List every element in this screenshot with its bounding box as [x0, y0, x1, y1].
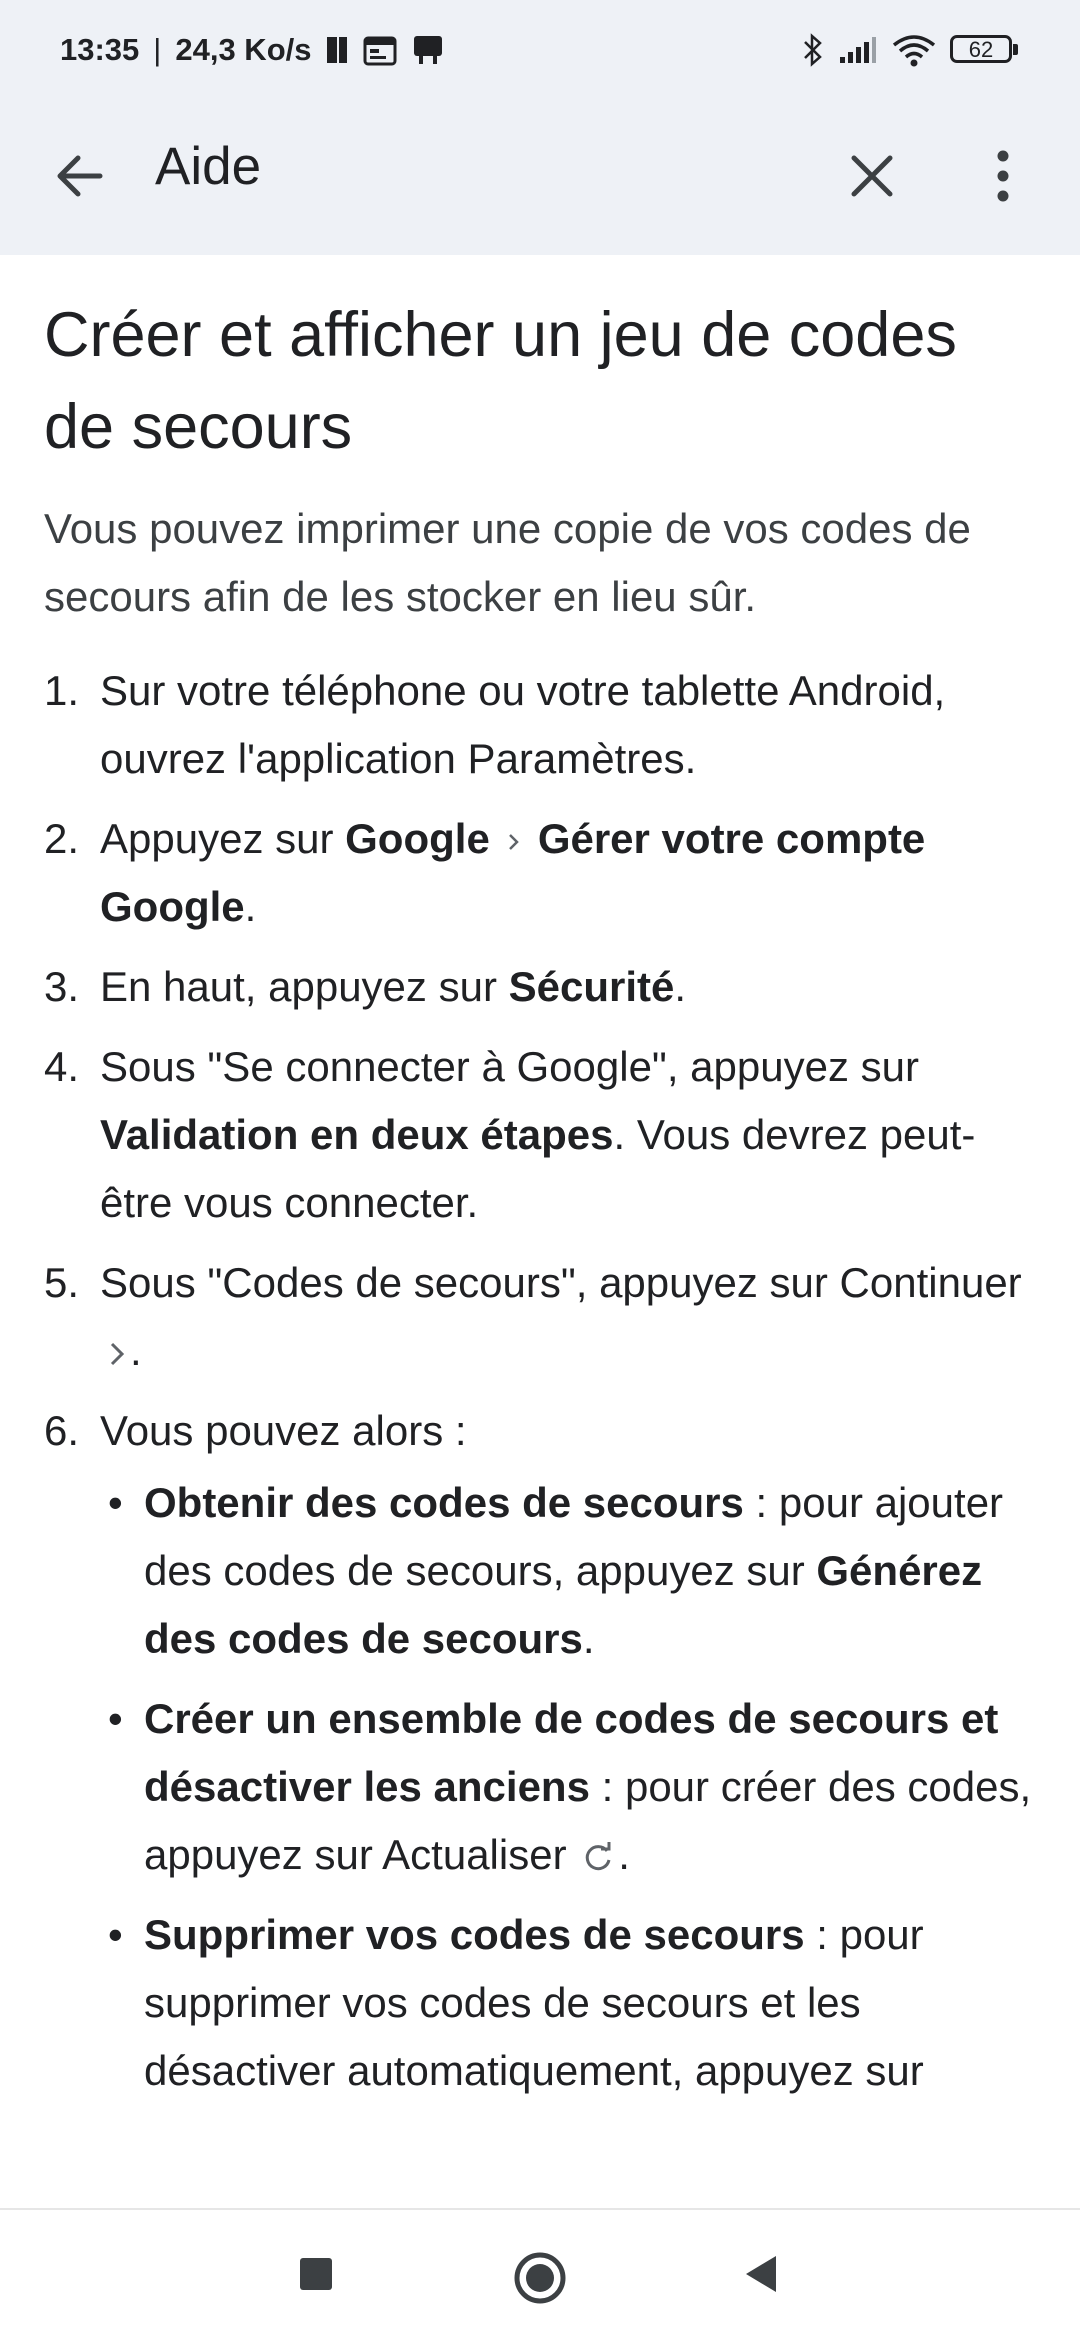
- option-text: : pour supprimer vos codes de secours et les désactiver automatiquement, appuyez sur: [144, 1911, 924, 2094]
- step-text: Vous pouvez alors :: [100, 1407, 467, 1454]
- step-end: . Vous devrez peut-être vous connecter.: [100, 1111, 976, 1226]
- status-right: [802, 32, 1020, 68]
- calendar-icon: [363, 34, 397, 66]
- option-delete-codes: [100, 1901, 1034, 2105]
- option-end: .: [582, 1615, 595, 1662]
- step-number: 6.: [44, 1407, 80, 1454]
- step-text: Sous "Se connecter à Google", appuyez sur: [100, 1043, 919, 1090]
- step-number: 1.: [44, 667, 80, 714]
- wifi-icon: [892, 33, 936, 67]
- status-bar: [0, 0, 1080, 100]
- step-number: 2.: [44, 815, 80, 862]
- bullet: •: [108, 1479, 123, 1526]
- step-4: [44, 1033, 1034, 1237]
- help-article: [44, 255, 1034, 2117]
- google-label: Google: [345, 815, 490, 862]
- security-label: Sécurité: [508, 963, 675, 1010]
- option-title: Obtenir des codes de secours: [144, 1479, 744, 1526]
- notification-app-icon: [411, 33, 445, 67]
- refresh-icon: [578, 1838, 618, 1878]
- battery-indicator: [950, 33, 1020, 67]
- status-separator: |: [153, 32, 162, 67]
- network-speed: 24,3 Ko/s: [175, 32, 312, 67]
- step-5: [44, 1249, 1034, 1385]
- bullet: •: [108, 1911, 123, 1958]
- chevron-right-icon: [504, 828, 524, 856]
- manage-account-label: Gérer votre compte Google: [100, 815, 926, 930]
- step-3: [44, 953, 1034, 1021]
- status-left: [60, 32, 445, 68]
- article-intro: Vous pouvez imprimer une copie de vos codes de secours afin de les stocker en lieu sûr.: [44, 505, 971, 620]
- options-list: [100, 1469, 1034, 2105]
- step-text: Sur votre téléphone ou votre tablette Android, ouvrez l'application Paramètres.: [100, 667, 946, 782]
- option-title: Créer un ensemble de codes de secours et désactiver les anciens: [144, 1695, 999, 1810]
- step-end: .: [130, 1327, 142, 1374]
- article-title: Créer et afficher un jeu de codes de secours: [44, 300, 957, 462]
- option-text: : pour créer des codes, appuyez sur Actualiser: [144, 1763, 1032, 1878]
- home-icon[interactable]: [512, 2250, 568, 2306]
- option-text: : pour ajouter des codes de secours, appuyez sur: [144, 1479, 1004, 1594]
- step-number: 4.: [44, 1043, 80, 1090]
- option-title: Supprimer vos codes de secours: [144, 1911, 805, 1958]
- app-bar-title: Aide: [155, 137, 262, 196]
- sim-card-icon: [325, 33, 349, 67]
- two-step-verification-label: Validation en deux étapes: [100, 1111, 614, 1158]
- chevron-right-icon: [104, 1334, 130, 1374]
- step-text: Sous "Codes de secours", appuyez sur Continuer: [100, 1259, 1022, 1306]
- option-get-codes: [100, 1469, 1034, 1673]
- cellular-signal-icon: [838, 35, 878, 65]
- step-number: 5.: [44, 1259, 80, 1306]
- battery-level: 62: [968, 37, 994, 62]
- step-end: .: [244, 883, 257, 930]
- steps-list: [44, 657, 1034, 2105]
- recent-apps-icon[interactable]: [296, 2254, 336, 2294]
- system-navigation-bar: [0, 2208, 1080, 2342]
- generate-codes-label: Générez des codes de secours: [144, 1547, 983, 1662]
- step-text: Appuyez sur: [100, 815, 346, 862]
- bullet: •: [108, 1695, 123, 1742]
- bluetooth-icon: [802, 32, 824, 68]
- option-end: .: [618, 1831, 630, 1878]
- step-number: 3.: [44, 963, 80, 1010]
- back-nav-icon[interactable]: [740, 2252, 784, 2296]
- step-1: [44, 657, 1034, 793]
- step-text: En haut, appuyez sur: [100, 963, 509, 1010]
- step-end: .: [674, 963, 687, 1010]
- step-2: [44, 805, 1034, 941]
- close-icon[interactable]: [840, 144, 904, 208]
- top-app-bar: [0, 100, 1080, 255]
- option-create-new-codes: [100, 1685, 1034, 1889]
- back-arrow-icon[interactable]: [48, 144, 112, 208]
- status-time: 13:35: [60, 32, 140, 67]
- step-6: [44, 1397, 1034, 2105]
- more-options-icon[interactable]: [978, 144, 1028, 208]
